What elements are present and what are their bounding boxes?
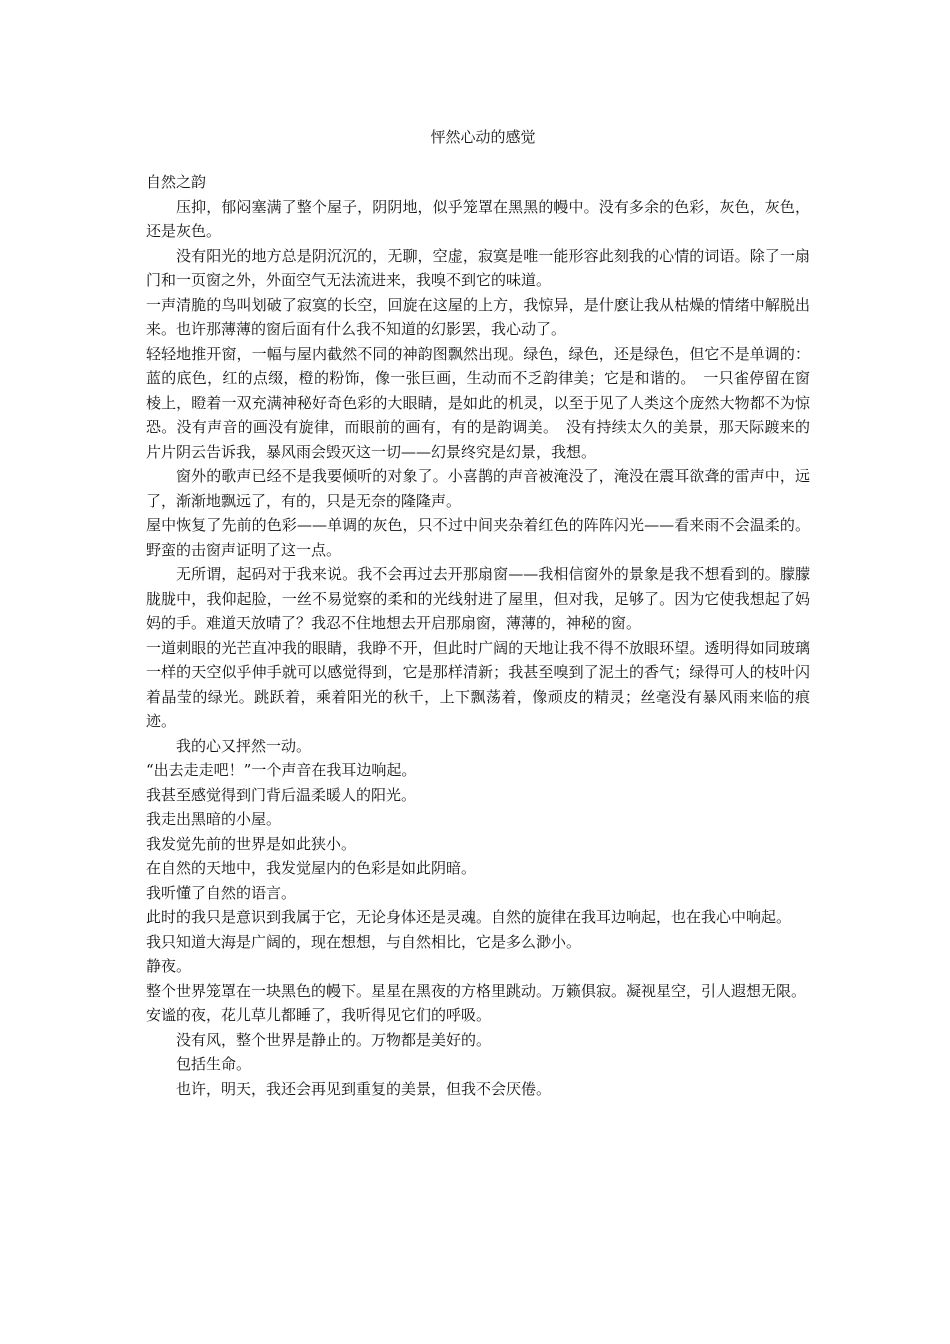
paragraph: 我甚至感觉得到门背后温柔暖人的阳光。	[146, 785, 417, 804]
paragraph: 也许，明天，我还会再见到重复的美景，但我不会厌倦。	[176, 1079, 552, 1098]
paragraph: 在自然的天地中，我发觉屋内的色彩是如此阴暗。	[146, 859, 477, 877]
paragraph: 屋中恢复了先前的色彩——单调的灰色，只不过中间夹杂着红色的阵阵闪光——看来雨不会温柔的。野蛮的击窗声证明了这一点。	[146, 516, 810, 559]
paragraph: 一声清脆的鸟叫划破了寂寞的长空，回旋在这屋的上方，我惊异，是什麽让我从枯燥的情绪中解脱出来。也许那薄薄的窗后面有什么我不知道的幻影罢，我心动了。	[146, 295, 810, 338]
paragraph: 静夜。	[146, 957, 192, 975]
paragraph: 没有风，整个世界是静止的。万物都是美好的。	[176, 1030, 492, 1049]
paragraph: 安谧的夜，花儿草儿都睡了，我听得见它们的呼吸。	[146, 1006, 492, 1024]
paragraph: 窗外的歌声已经不是我要倾听的对象了。小喜鹊的声音被淹没了，淹没在震耳欲聋的雷声中，远了，渐渐地飘远了，有的，只是无奈的隆隆声。	[146, 467, 810, 510]
document-page	[146, 126, 810, 1101]
paragraph: 没有阳光的地方总是阴沉沉的，无聊，空虚，寂寞是唯一能形容此刻我的心情的词语。除了一扇门和一页窗之外，外面空气无法流进来，我嗅不到它的味道。	[146, 246, 810, 289]
paragraph: 轻轻地推开窗，一幅与屋内截然不同的神韵图飘然出现。绿色，绿色，还是绿色，但它不是单调的：蓝的底色，红的点缀，橙的粉饰，像一张巨画，生动而不乏韵律美；它是和谐的。 一只雀停留在窗棱上，瞪着一双充满神秘好奇色彩的大眼睛，是如此的机灵，以至于见了人类这个庞然大物都不为惊恐。没有声音的画没有旋律，而眼前的画有，有的是韵调美。 没有持续太久的美景，那天际踱来的片片阴云告诉我，暴风雨会毁灭这一切——幻景终究是幻景，我想。	[146, 344, 810, 461]
paragraph: 压抑，郁闷塞满了整个屋子，阴阴地，似乎笼罩在黑黑的幔中。没有多余的色彩，灰色，灰色，还是灰色。	[146, 197, 810, 240]
paragraph: 整个世界笼罩在一块黑色的幔下。星星在黑夜的方格里跳动。万籁俱寂。凝视星空，引人遐想无限。	[146, 981, 807, 1000]
paragraph: “出去走走吧！”一个声音在我耳边响起。	[146, 761, 417, 779]
document-subtitle: 自然之韵	[146, 173, 207, 191]
paragraph: 我发觉先前的世界是如此狭小。	[146, 834, 357, 853]
paragraph: 一道刺眼的光芒直冲我的眼睛，我睁不开，但此时广阔的天地让我不得不放眼环望。透明得如同玻璃一样的天空似乎伸手就可以感觉得到，它是那样清新；我甚至嗅到了泥土的香气；绿得可人的枝叶闪着晶莹的绿光。跳跃着，乘着阳光的秋千，上下飘荡着，像顽皮的精灵；丝毫没有暴风雨来临的痕迹。	[146, 638, 810, 730]
paragraph: 包括生命。	[176, 1055, 252, 1073]
paragraph: 我听懂了自然的语言。	[146, 883, 297, 902]
document-title: 怦然心动的感觉	[430, 128, 536, 146]
paragraph: 我的心又抨然一动。	[176, 736, 312, 755]
document-body	[146, 195, 810, 1102]
paragraph: 我只知道大海是广阔的，现在想想，与自然相比，它是多么渺小。	[146, 932, 582, 951]
paragraph: 无所谓，起码对于我来说。我不会再过去开那扇窗——我相信窗外的景象是我不想看到的。朦朦胧胧中，我仰起脸，一丝不易觉察的柔和的光线射进了屋里，但对我，足够了。因为它使我想起了妈妈的手。难道天放晴了？我忍不住地想去开启那扇窗，薄薄的，神秘的窗。	[146, 565, 810, 632]
paragraph: 此时的我只是意识到我属于它，无论身体还是灵魂。自然的旋律在我耳边响起，也在我心中响起。	[146, 908, 792, 926]
paragraph: 我走出黑暗的小屋。	[146, 810, 282, 828]
